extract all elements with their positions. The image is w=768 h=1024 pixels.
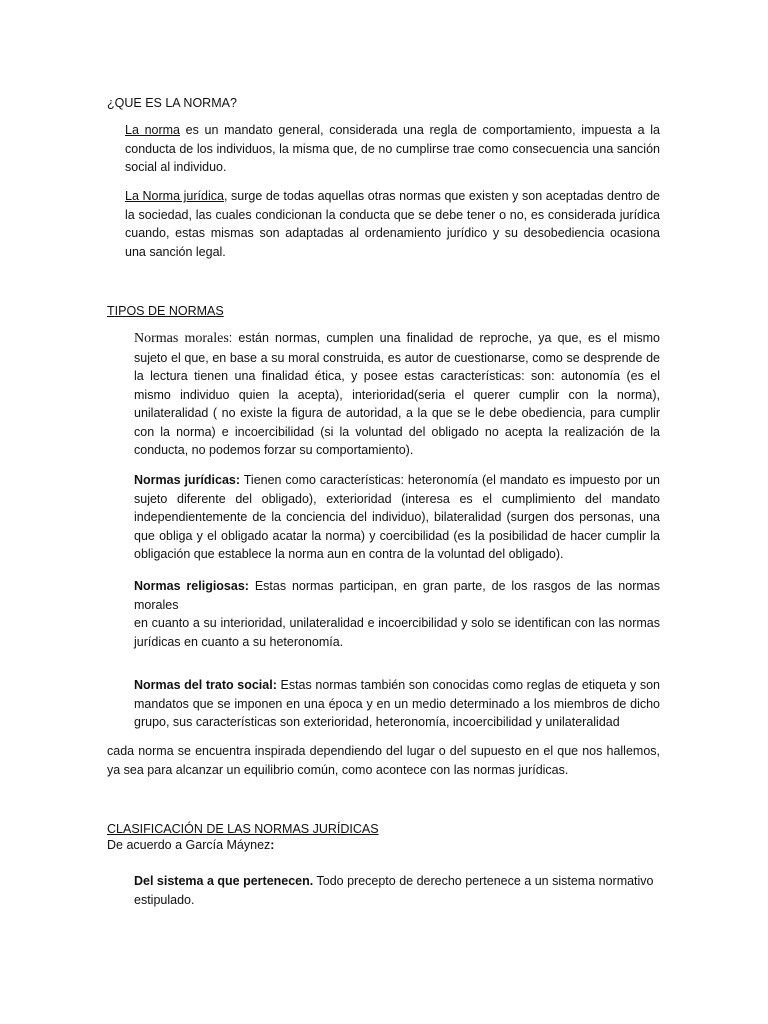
heading-clasificacion: CLASIFICACIÓN DE LAS NORMAS JURÍDICAS [107, 822, 379, 836]
heading-tipos-de-normas: TIPOS DE NORMAS [107, 304, 224, 318]
paragraph-normas-trato-social [134, 676, 660, 732]
term-normas-morales: Normas morales [134, 331, 229, 346]
paragraph-la-norma [125, 121, 660, 177]
paragraph-normas-religiosas-text-1: Estas normas participan, en gran parte, de los rasgos de las normas morales [134, 579, 660, 612]
subheading-garcia-maynez-text: De acuerdo a García Máynez [107, 838, 271, 852]
paragraph-normas-trato-social-text: Estas normas también son conocidas como reglas de etiqueta y son mandatos que se imponen en una época y en un medio determinado a los miembros de dicho grupo, sus características son exterioridad, heteronomía, incoercibilidad y unilateralidad [134, 678, 660, 729]
paragraph-normas-morales-text: : están normas, cumplen una finalidad de reproche, ya que, es el mismo sujeto el que, en base a su moral construida, es autor de cuestionarse, como se desprende de la lectura tienen una finalidad ética, y posee estas características: son: autonomía (es el mismo individuo quien la acepta), interioridad(seria el querer cumplir con la norma), unilateralidad ( no existe la figura de autoridad, a la que se le debe obediencia, para cumplir con la norma) e incoercibilidad (si la voluntad del obligado no acepta la realización de la conducta, no podemos forzar su comportamiento). [134, 331, 660, 457]
heading-que-es-la-norma: ¿QUE ES LA NORMA? [107, 96, 237, 110]
term-norma-juridica: La Norma jurídica [125, 189, 224, 203]
paragraph-closing: cada norma se encuentra inspirada dependiendo del lugar o del supuesto en el que nos hallemos, ya sea para alcanzar un equilibrio común, como acontece con las normas jurídicas. [107, 744, 660, 777]
paragraph-normas-juridicas-text: Tienen como características: heteronomía (el mandato es impuesto por un sujeto diferente del obligado), exterioridad (interesa es el cumplimiento del mandato independientemente de la conciencia del individuo), bilateralidad (surgen dos personas, una que obliga y el obligado acatar la norma) y coercibilidad (es la posibilidad de hacer cumplir la obligación que establece la norma aun en contra de la voluntad del obligado). [134, 473, 660, 561]
paragraph-normas-religiosas-text-2: en cuanto a su interioridad, unilateralidad e incoercibilidad y solo se identifican con las normas jurídicas en cuanto a su heteronomía. [134, 616, 660, 649]
subheading-garcia-maynez [107, 836, 274, 855]
subheading-colon: : [270, 838, 275, 852]
paragraph-norma-juridica-text: , surge de todas aquellas otras normas que existen y son aceptadas dentro de la sociedad, las cuales condicionan la conducta que se debe tener o no, es considerada jurídica cuando, estas mismas son adaptadas al ordenamiento jurídico y su desobediencia ocasiona una sanción legal. [125, 189, 660, 259]
term-normas-trato-social: Normas del trato social: [134, 678, 277, 692]
term-del-sistema: Del sistema a que pertenecen. [134, 874, 314, 888]
paragraph-normas-morales [134, 329, 660, 460]
paragraph-del-sistema-text: Todo precepto de derecho pertenece a un sistema normativo estipulado. [134, 874, 654, 907]
term-normas-religiosas: Normas religiosas: [134, 579, 249, 593]
paragraph-normas-religiosas [134, 577, 660, 651]
term-normas-juridicas: Normas jurídicas: [134, 473, 241, 487]
paragraph-normas-juridicas [134, 471, 660, 564]
paragraph-del-sistema [134, 872, 660, 909]
paragraph-norma-juridica [125, 187, 660, 261]
term-la-norma: La norma [125, 123, 180, 137]
paragraph-la-norma-text: es un mandato general, considerada una regla de comportamiento, impuesta a la conducta de los individuos, la misma que, de no cumplirse trae como consecuencia una sanción social al individuo. [125, 123, 660, 174]
